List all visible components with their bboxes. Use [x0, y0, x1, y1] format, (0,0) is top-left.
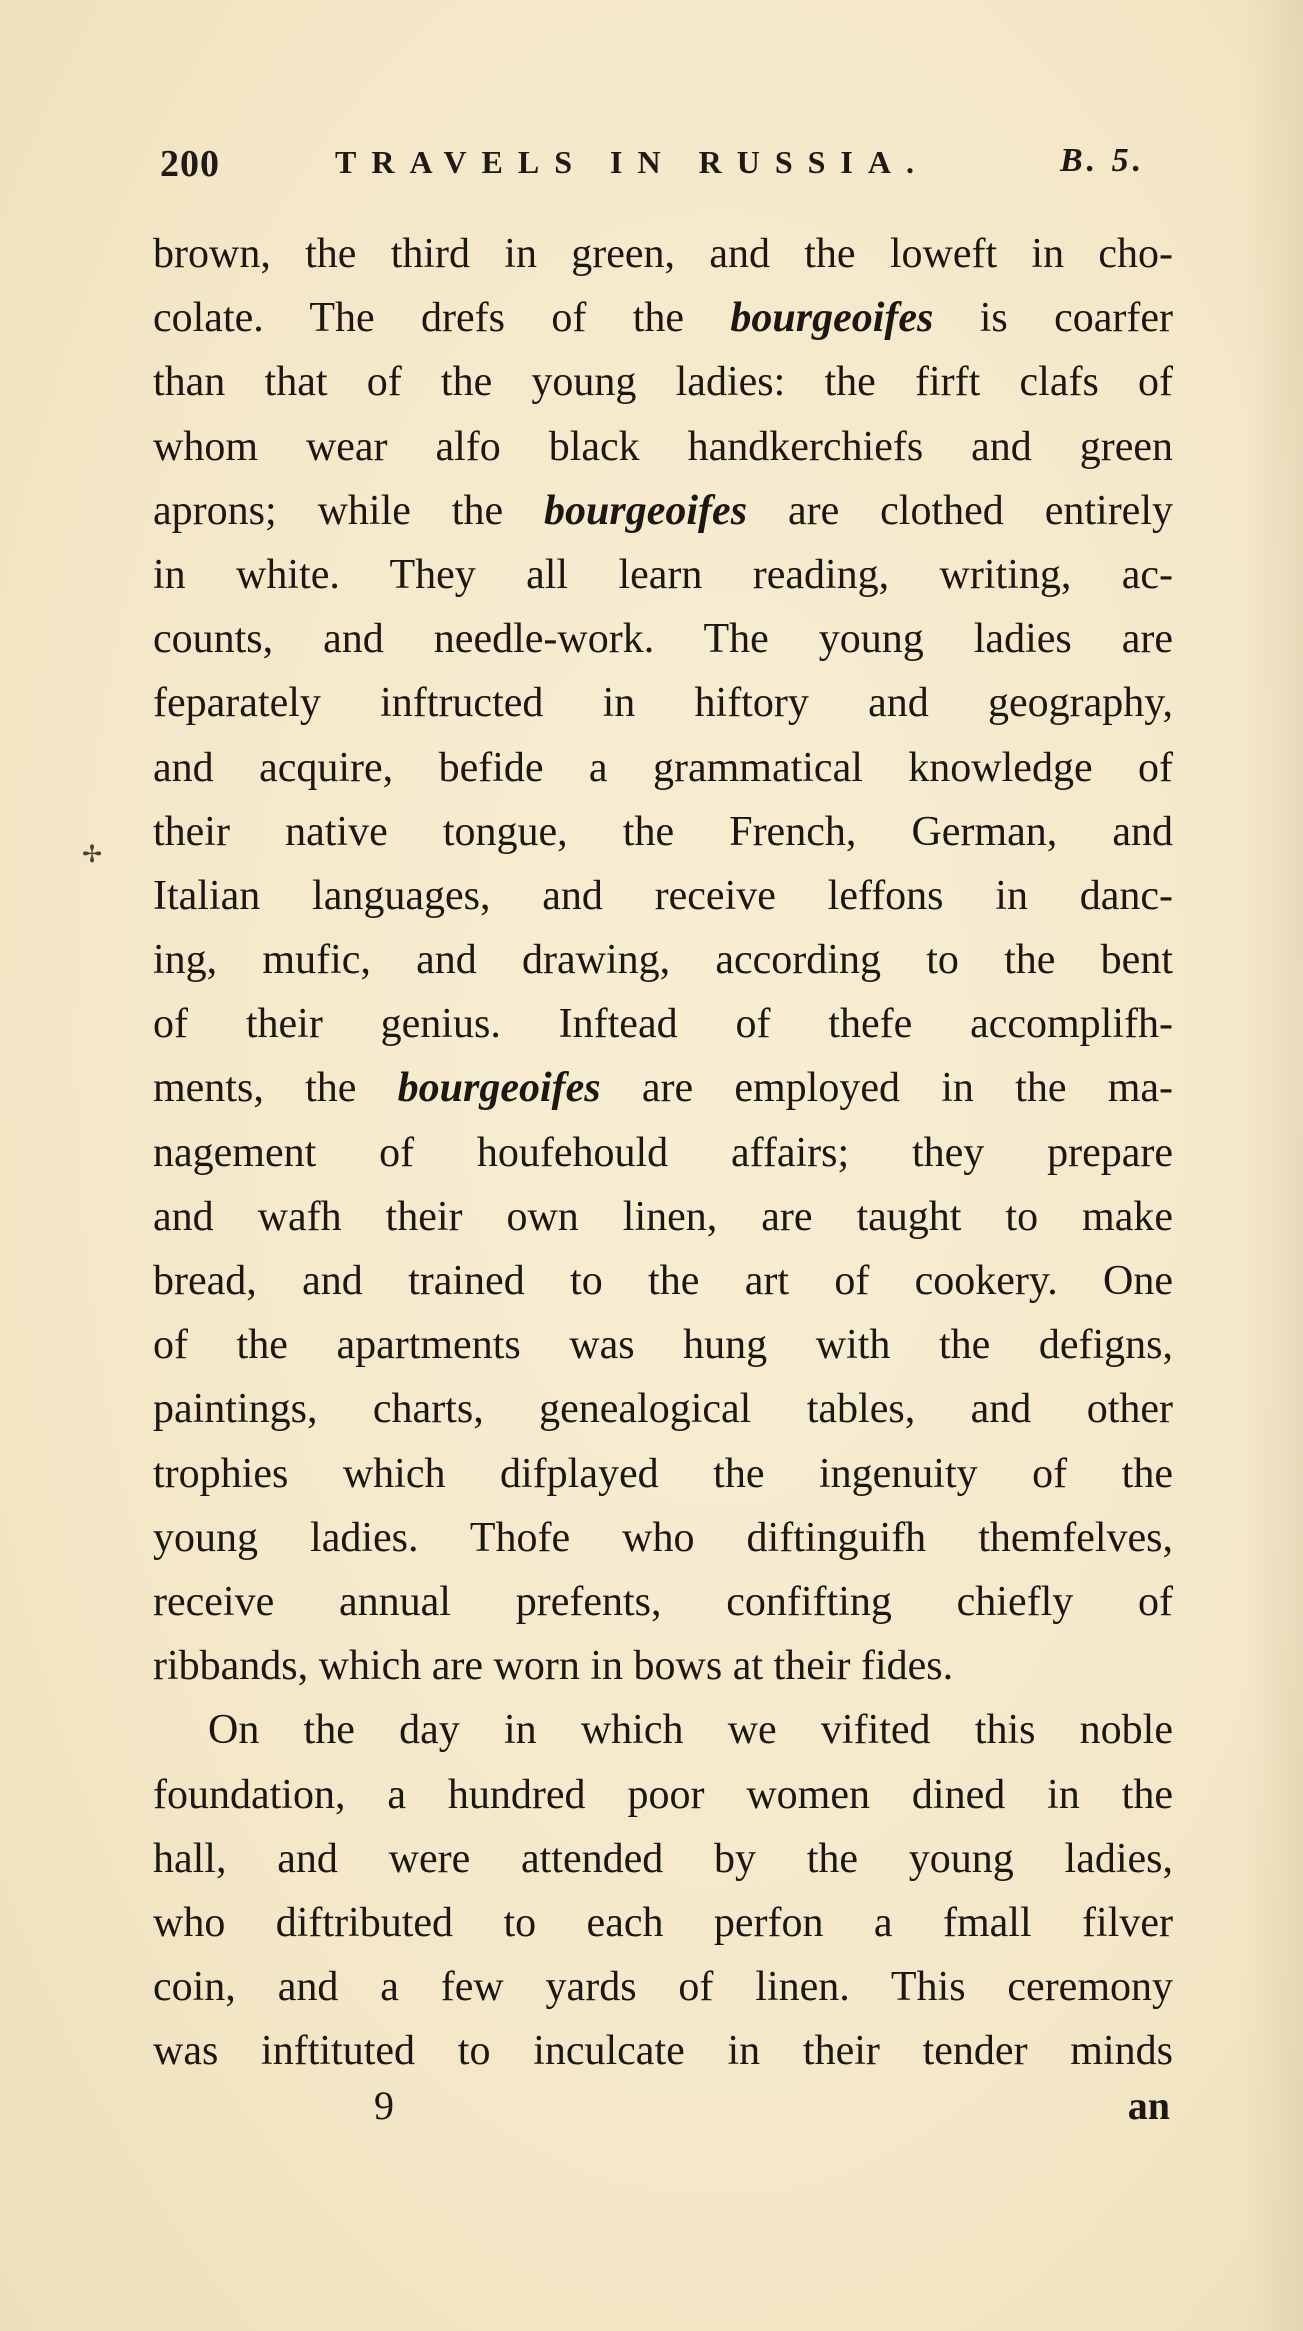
- margin-mark-icon: ✢: [82, 840, 103, 868]
- text-line: trophies which difplayed the ingenuity of the: [153, 1450, 1173, 1497]
- text-line: of their genius. Inftead of thefe accomplifh-: [153, 1001, 1173, 1048]
- text-line: whom wear alfo black handkerchiefs and green: [153, 423, 1173, 470]
- text-line: Italian languages, and receive leffons in danc-: [153, 872, 1173, 919]
- running-title: TRAVELS IN RUSSIA.: [335, 144, 929, 180]
- text-line: colate. The drefs of the bourgeoifes is coarfer: [153, 295, 1173, 342]
- section-reference: B. 5.: [1060, 142, 1146, 179]
- body-text: [153, 222, 1173, 2083]
- text-line: young ladies. Thofe who diftinguifh themfelves,: [153, 1514, 1173, 1561]
- text-line: who diftributed to each perfon a fmall filver: [153, 1899, 1173, 1946]
- text-line: counts, and needle-work. The young ladies are: [153, 616, 1173, 663]
- text-line: nagement of houfehould affairs; they prepare: [153, 1129, 1173, 1176]
- catchword: an: [1127, 2083, 1170, 2128]
- text-line: foundation, a hundred poor women dined in the: [153, 1771, 1173, 1818]
- text-line: bread, and trained to the art of cookery. One: [153, 1258, 1173, 1304]
- text-line: hall, and were attended by the young ladies,: [153, 1835, 1173, 1882]
- italic-term: bourgeoifes: [397, 1065, 601, 1112]
- text-line: brown, the third in green, and the loweft in cho-: [153, 231, 1173, 277]
- text-line: of the apartments was hung with the defigns,: [153, 1322, 1173, 1369]
- text-line: than that of the young ladies: the firft clafs of: [153, 359, 1173, 406]
- text-line: paintings, charts, genealogical tables, and other: [153, 1386, 1173, 1433]
- text-line: aprons; while the bourgeoifes are clothed entirely: [153, 487, 1173, 534]
- text-line: coin, and a few yards of linen. This ceremony: [153, 1964, 1173, 2011]
- text-line: was inftituted to inculcate in their tender minds: [153, 2028, 1173, 2075]
- page-edge-shadow: [1243, 0, 1303, 2331]
- text-line: receive annual prefents, confifting chiefly of: [153, 1578, 1173, 1625]
- running-header: [150, 142, 1185, 202]
- text-line: in white. They all learn reading, writing, ac-: [153, 551, 1173, 598]
- signature-mark: 9: [374, 2083, 394, 2128]
- text-line: feparately inftructed in hiftory and geography,: [153, 680, 1173, 727]
- text-line: ing, mufic, and drawing, according to the bent: [153, 937, 1173, 984]
- italic-term: bourgeoifes: [544, 487, 748, 534]
- paragraph-end-line: ribbands, which are worn in bows at their fides.: [153, 1643, 954, 1690]
- text-line: their native tongue, the French, German, and: [153, 808, 1173, 855]
- page-footer: [150, 2082, 1185, 2132]
- italic-term: bourgeoifes: [730, 295, 934, 342]
- text-line: and acquire, befide a grammatical knowledge of: [153, 744, 1173, 791]
- text-line: ments, the bourgeoifes are employed in the ma-: [153, 1065, 1173, 1112]
- page-number: 200: [160, 143, 220, 185]
- paragraph-start-line: On the day in which we vifited this noble: [208, 1707, 1173, 1754]
- text-line: and wafh their own linen, are taught to make: [153, 1193, 1173, 1240]
